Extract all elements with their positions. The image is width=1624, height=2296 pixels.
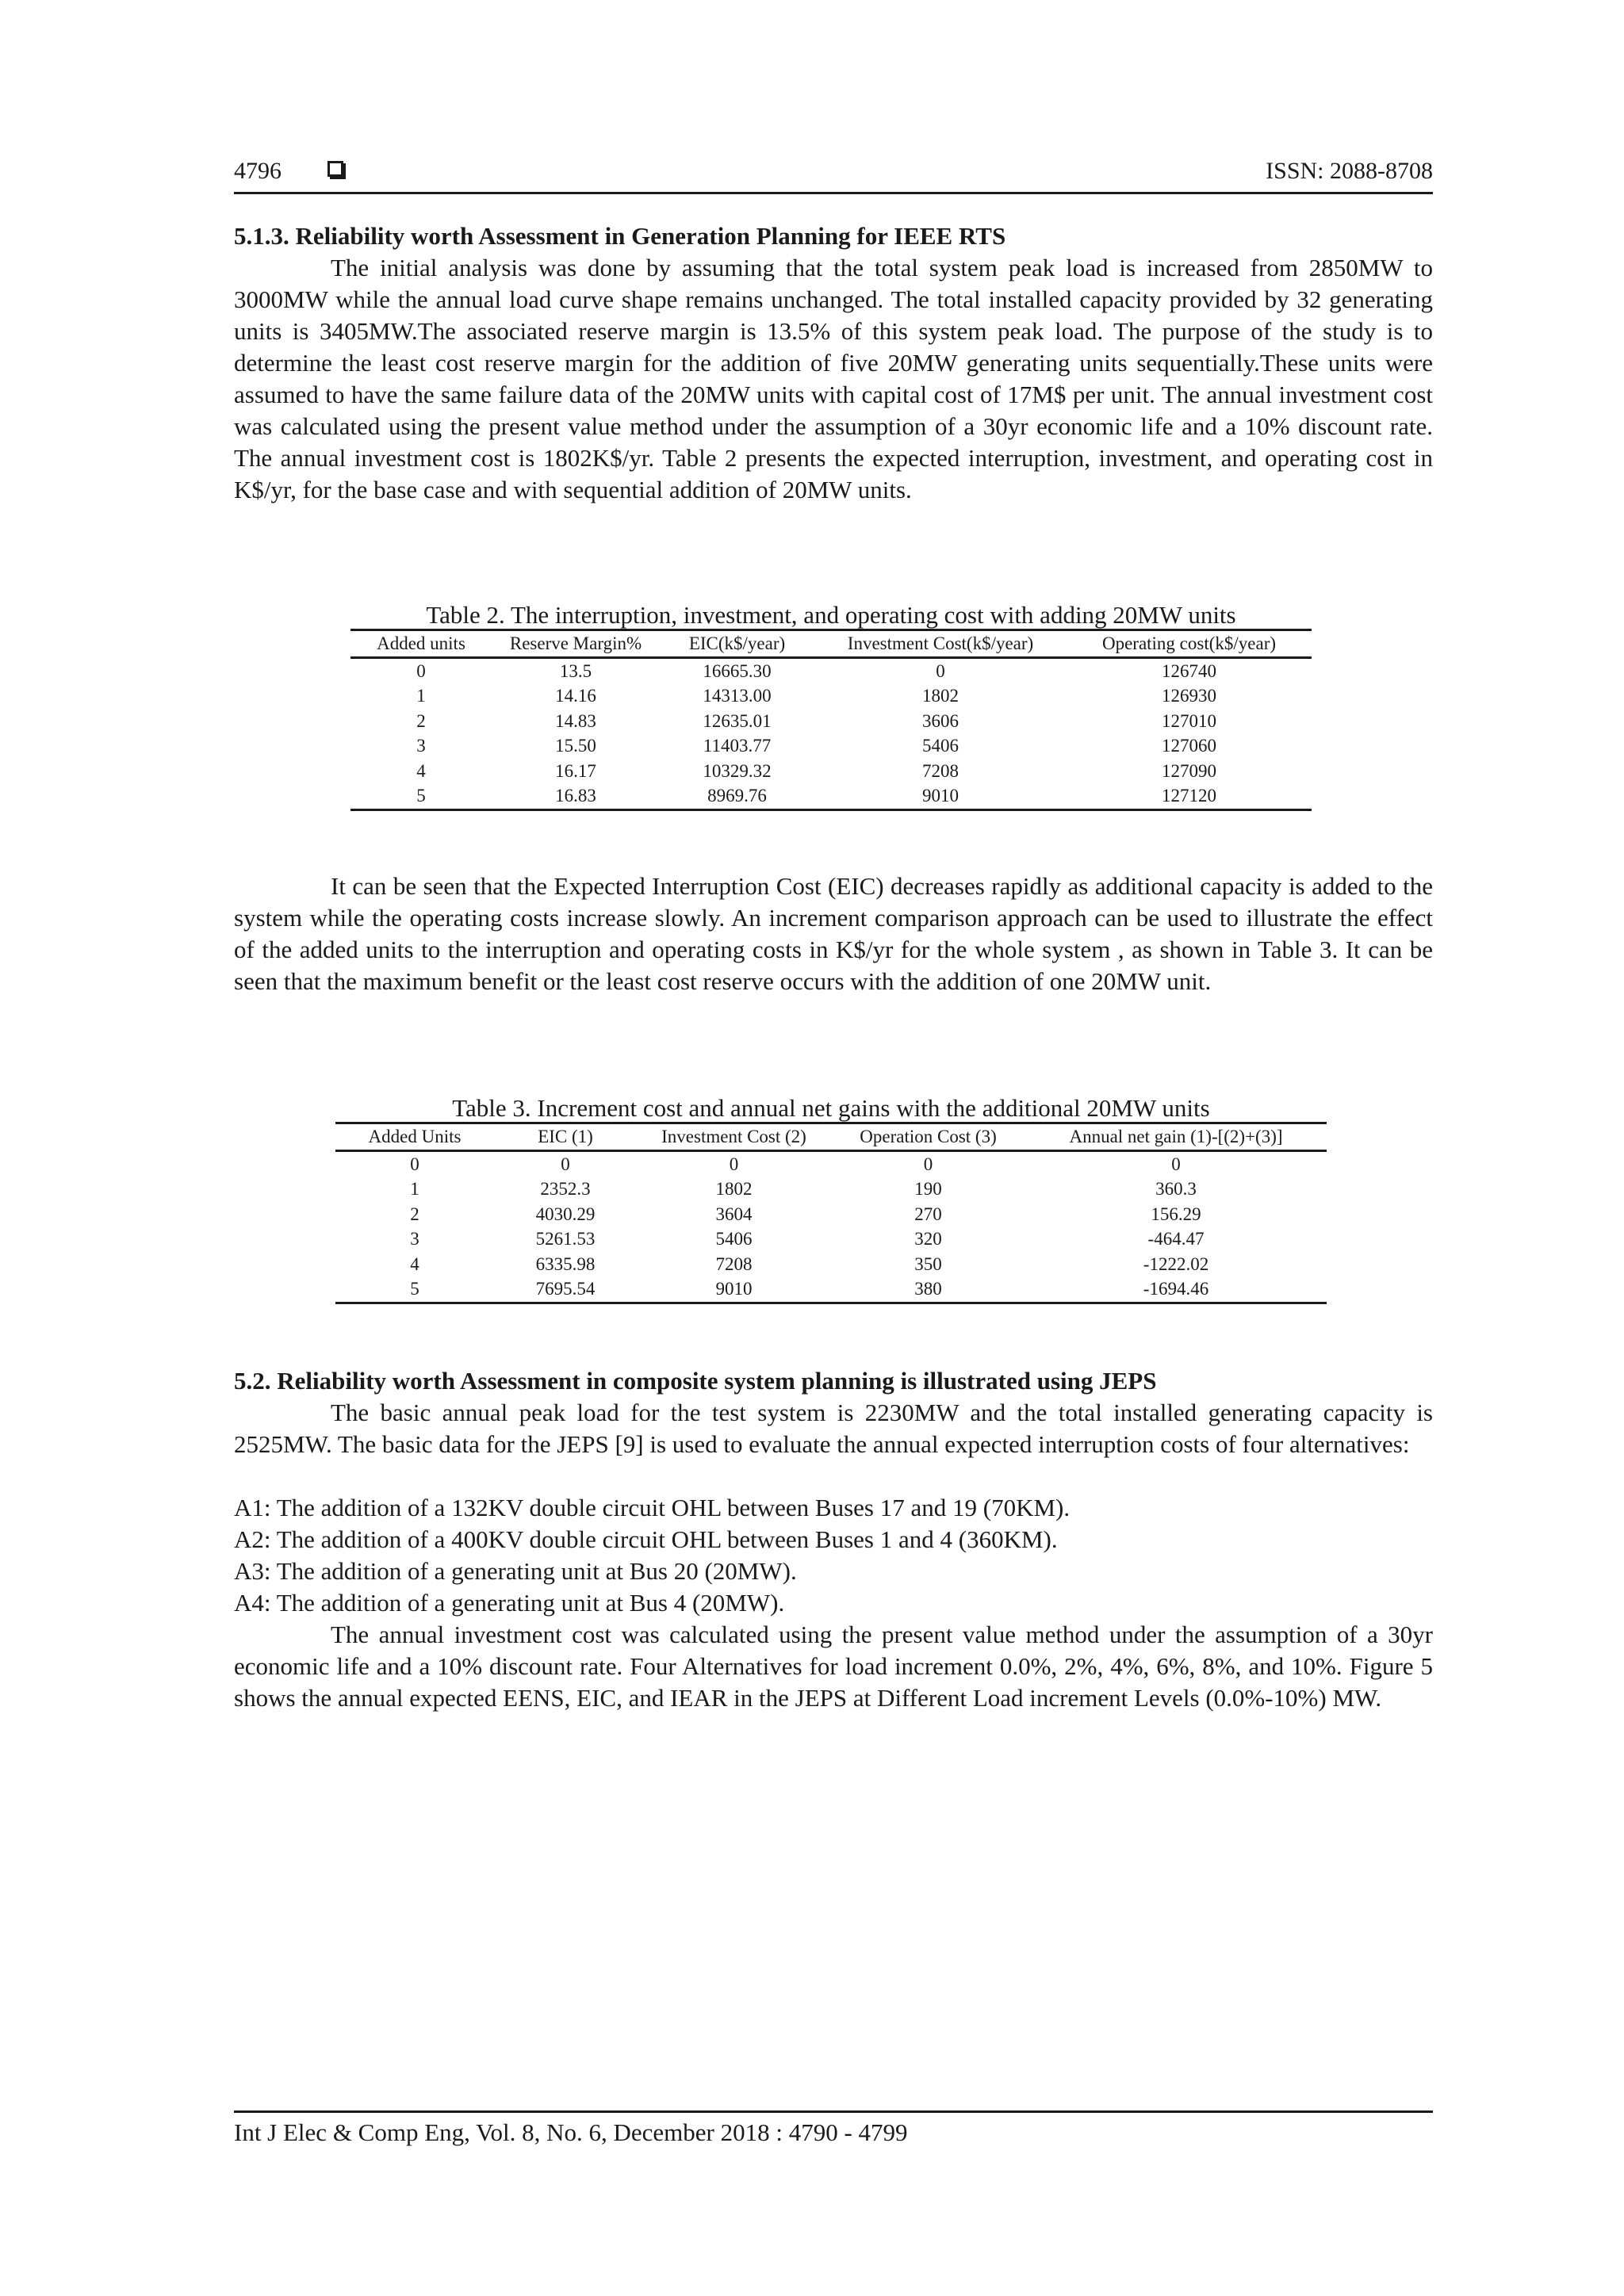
table-cell: 7208 (715, 1253, 753, 1274)
table-row (335, 1226, 1327, 1252)
table-cell: -1694.46 (1143, 1279, 1209, 1299)
table-2-caption: Table 2. The interruption, investment, and operating cost with adding 20MW units (426, 601, 1236, 629)
table-cell: 270 (914, 1203, 942, 1224)
table-cell: 127010 (1162, 710, 1216, 731)
table-cell: 4 (416, 760, 426, 781)
table-cell: 6335.98 (535, 1253, 596, 1274)
table-row (335, 1252, 1327, 1277)
table-cell: 0 (561, 1154, 570, 1174)
table-2-header-eic: EIC(k$/year) (688, 633, 786, 653)
table-3-header-eic: EIC (1) (538, 1127, 593, 1146)
table-cell: 10329.32 (703, 760, 772, 781)
table-cell: 127120 (1162, 786, 1216, 806)
table-3-header-operation-cost: Operation Cost (3) (860, 1127, 997, 1146)
alternative-a1: A1: The addition of a 132KV double circuit OHL between Buses 17 and 19 (70KM). (234, 1494, 1071, 1521)
table-row (335, 1276, 1327, 1303)
table-cell: 127090 (1162, 760, 1216, 781)
table-cell: 320 (914, 1229, 942, 1249)
header-rule (234, 192, 1433, 194)
table-3-header-investment-cost: Investment Cost (2) (661, 1127, 806, 1146)
table-cell: 2352.3 (540, 1179, 591, 1199)
table-cell: 0 (410, 1154, 419, 1174)
table-cell: 2 (410, 1203, 419, 1224)
table-cell: 0 (416, 660, 426, 681)
table-cell: 5261.53 (535, 1229, 596, 1249)
page-number: 4796 (234, 158, 282, 184)
table-3-header-annual-net-gain: Annual net gain (1)-[(2)+(3)] (1069, 1127, 1283, 1146)
page-header (234, 155, 1433, 187)
section-5-1-3-paragraph-text: The initial analysis was done by assuming that the total system peak load is increased from 2850MW to 3000MW while the annual load curve shape remains unchanged. The total installed capacity provided by 32 generating units is 3405MW.The associated reserve margin is 13.5% of this system peak load. The purpose of the study is to determine the least cost reserve margin for the addition of five 20MW generating units sequentially.These units were assumed to have the same failure data of the 20MW units with capital cost of 17M$ per unit. The annual investment cost was calculated using the present value method under the assumption of a 30yr economic life and a 10% discount rate. The annual investment cost is 1802K$/yr. Table 2 presents the expected interruption, investment, and operating cost in K$/yr, for the base case and with sequential addition of 20MW units. (234, 254, 1433, 503)
table-cell: 0 (936, 660, 945, 681)
table-3-caption: Table 3. Increment cost and annual net gains with the additional 20MW units (452, 1094, 1210, 1122)
table-cell: -464.47 (1147, 1229, 1205, 1249)
table-2-header-added-units: Added units (377, 633, 465, 653)
section-5-2-paragraph-1 (234, 1397, 1433, 1460)
alternative-a4: A4: The addition of a generating unit at Bus 4 (20MW). (234, 1589, 785, 1617)
table-3 (335, 1122, 1327, 1304)
table-cell: 11403.77 (703, 736, 772, 756)
table-row (335, 1150, 1327, 1177)
table-row (350, 759, 1312, 784)
table-cell: 16.17 (555, 760, 596, 781)
table-2-discussion-text: It can be seen that the Expected Interruption Cost (EIC) decreases rapidly as additional capacity is added to the system while the operating costs increase slowly. An increment comparison approach can be used to illustrate the effect of the added units to the interruption and operating costs in K$/yr for the whole system , as shown in Table 3. It can be seen that the maximum benefit or the least cost reserve occurs with the addition of one 20MW unit. (234, 872, 1433, 995)
table-row (350, 733, 1312, 759)
table-2-header-reserve-margin: Reserve Margin% (509, 633, 642, 653)
table-row (335, 1202, 1327, 1227)
table-cell: 5 (416, 786, 426, 806)
footer-citation: Int J Elec & Comp Eng, Vol. 8, No. 6, December 2018 : 4790 - 4799 (234, 2118, 908, 2146)
footer-rule (234, 2110, 1433, 2113)
table-3-header-row (335, 1123, 1327, 1151)
table-cell: 380 (914, 1279, 942, 1299)
square-bullet-icon (327, 161, 343, 177)
alternative-a2: A2: The addition of a 400KV double circuit OHL between Buses 1 and 4 (360KM). (234, 1525, 1058, 1553)
table-cell: 3 (410, 1229, 419, 1249)
table-cell: 5406 (922, 736, 959, 756)
table-cell: 7208 (922, 760, 959, 781)
table-cell: 0 (729, 1154, 739, 1174)
table-cell: 127060 (1162, 736, 1216, 756)
table-cell: 7695.54 (535, 1279, 596, 1299)
table-row (335, 1177, 1327, 1202)
table-cell: 14.83 (555, 710, 596, 731)
table-2-header-investment-cost: Investment Cost(k$/year) (847, 633, 1034, 653)
table-cell: 14.16 (555, 686, 596, 706)
table-row (350, 683, 1312, 709)
table-row (350, 783, 1312, 809)
table-cell: 4030.29 (535, 1203, 596, 1224)
issn: ISSN: 2088-8708 (1266, 158, 1433, 184)
table-cell: 14313.00 (703, 686, 772, 706)
section-5-2-paragraph-2-text: The annual investment cost was calculated using the present value method under the assumption of a 30yr economic life and a 10% discount rate. Four Alternatives for load increment 0.0%, 2%, 4%, 6%, 8%, and 10%. Figure 5 shows the annual expected EENS, EIC, and IEAR in the JEPS at Different Load increment Levels (0.0%-10%) MW. (234, 1621, 1433, 1712)
table-2 (350, 629, 1312, 811)
table-cell: 4 (410, 1253, 419, 1274)
table-cell: 126930 (1162, 686, 1216, 706)
table-3-header-added-units: Added Units (368, 1127, 462, 1146)
table-cell: 8969.76 (707, 786, 767, 806)
table-cell: -1222.02 (1143, 1253, 1209, 1274)
table-cell: 1 (416, 686, 426, 706)
table-cell: 16.83 (555, 786, 596, 806)
section-heading-5-1-3: 5.1.3. Reliability worth Assessment in Generation Planning for IEEE RTS (234, 222, 1006, 250)
table-row (350, 657, 1312, 683)
table-cell: 16665.30 (703, 660, 772, 681)
table-2-discussion-paragraph (234, 871, 1433, 997)
section-5-2-paragraph-2 (234, 1619, 1433, 1714)
table-cell: 350 (914, 1253, 942, 1274)
table-cell: 2 (416, 710, 426, 731)
table-2-header-operating-cost: Operating cost(k$/year) (1101, 633, 1277, 653)
table-cell: 3604 (715, 1203, 753, 1224)
table-cell: 9010 (715, 1279, 753, 1299)
table-cell: 156.29 (1151, 1203, 1201, 1224)
table-cell: 1802 (922, 686, 959, 706)
table-cell: 5 (410, 1279, 419, 1299)
table-row (350, 709, 1312, 734)
section-heading-5-2: 5.2. Reliability worth Assessment in composite system planning is illustrated using JEPS (234, 1367, 1157, 1395)
section-5-2-paragraph-1-text: The basic annual peak load for the test system is 2230MW and the total installed generating capacity is 2525MW. The basic data for the JEPS [9] is used to evaluate the annual expected interruption costs of four alternatives: (234, 1399, 1433, 1458)
table-cell: 360.3 (1155, 1179, 1197, 1199)
table-cell: 1802 (715, 1179, 753, 1199)
table-cell: 0 (923, 1154, 933, 1174)
table-cell: 0 (1171, 1154, 1181, 1174)
table-cell: 190 (914, 1179, 942, 1199)
table-cell: 3606 (922, 710, 959, 731)
alternative-a3: A3: The addition of a generating unit at Bus 20 (20MW). (234, 1557, 797, 1585)
table-cell: 3 (416, 736, 426, 756)
table-cell: 5406 (715, 1229, 753, 1249)
table-2-header-row (350, 630, 1312, 658)
table-cell: 15.50 (555, 736, 596, 756)
table-cell: 1 (410, 1179, 419, 1199)
table-cell: 13.5 (559, 660, 592, 681)
table-cell: 9010 (922, 786, 959, 806)
section-5-1-3-paragraph (234, 252, 1433, 506)
table-cell: 126740 (1162, 660, 1216, 681)
table-cell: 12635.01 (703, 710, 772, 731)
